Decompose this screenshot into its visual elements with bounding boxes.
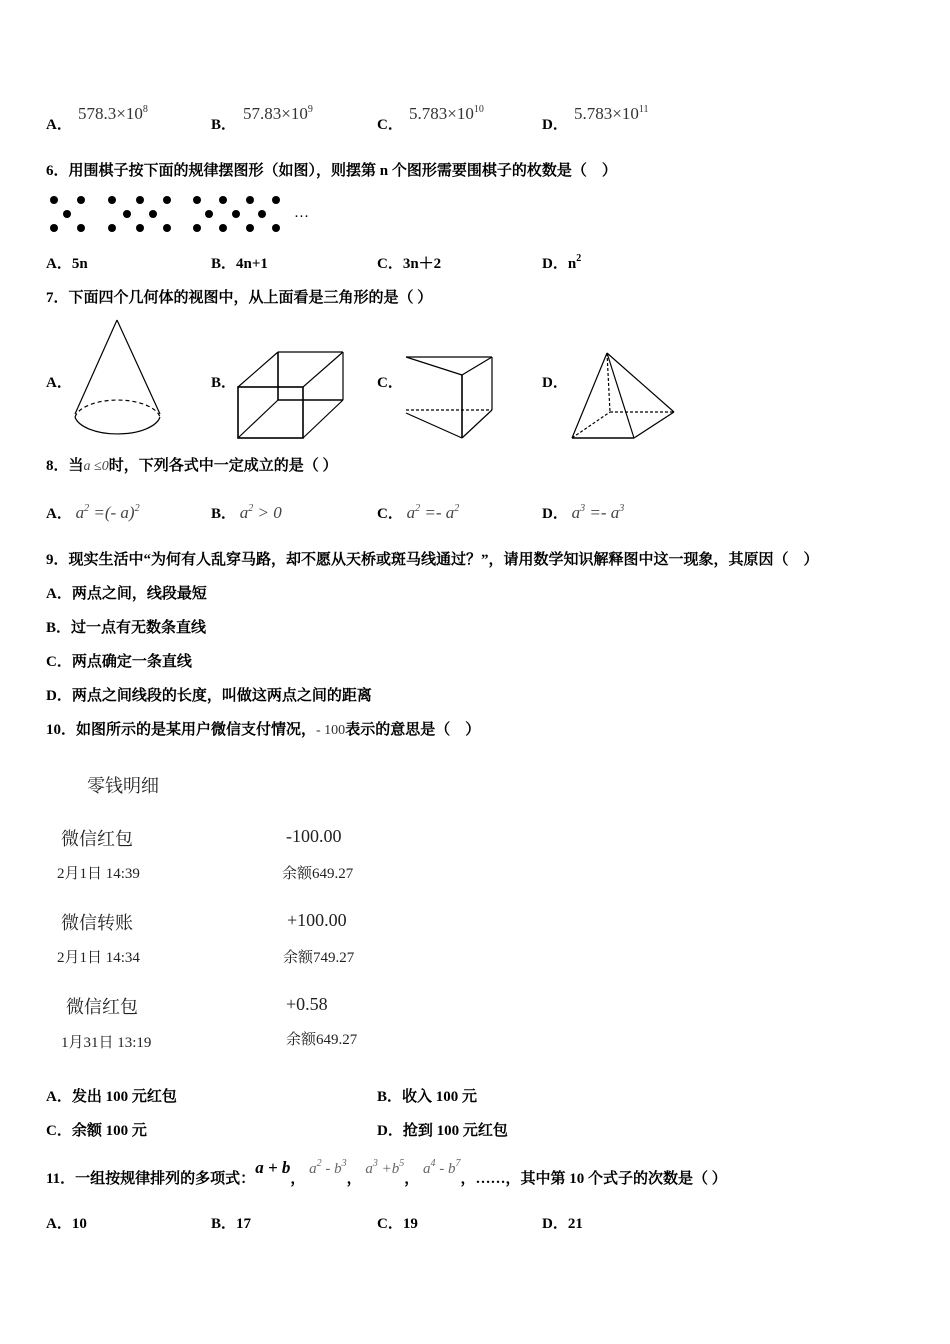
q11-term — [423, 1158, 461, 1177]
option-label: A． — [46, 506, 72, 522]
record-amount: +0.58 — [286, 994, 328, 1014]
q7-label-c: C． — [377, 375, 403, 391]
dot — [193, 196, 201, 204]
record-time: 1月31日 13:19 — [61, 1035, 152, 1051]
formula-exp: 10 — [473, 104, 484, 115]
q8-question — [46, 457, 337, 476]
q8-option-c — [377, 504, 459, 523]
option-label: C． — [377, 256, 403, 272]
option-label: D． — [542, 117, 568, 133]
q11-term — [365, 1158, 405, 1177]
q7-question: 7．下面四个几何体的视图中，从上面看是三角形的是（ ） — [46, 290, 433, 306]
record-amount: +100.00 — [287, 910, 347, 930]
record-name: 微信转账 — [61, 913, 133, 933]
dot — [219, 224, 227, 232]
formula-base: 578.3×10 — [78, 104, 143, 123]
q7-label-a: A． — [46, 375, 72, 391]
q6-question: 6．用围棋子按下面的规律摆图形（如图），则摆第 n 个图形需要围棋子的枚数是（ ） — [46, 163, 617, 179]
dot — [77, 196, 85, 204]
dot — [258, 210, 266, 218]
dot — [246, 196, 254, 204]
separator: ， — [290, 1171, 306, 1187]
option-label: A． — [46, 117, 72, 133]
record-balance: 余额749.27 — [283, 950, 355, 966]
dot — [108, 224, 116, 232]
q11-question — [46, 1158, 727, 1188]
q10-value: - 100 — [316, 723, 346, 738]
formula-exp: 8 — [142, 104, 148, 115]
dot — [136, 196, 144, 204]
dot — [50, 224, 58, 232]
option-label: A． — [46, 1216, 72, 1232]
exp: 4 — [430, 1158, 436, 1169]
q8-text-before: 8．当 — [46, 458, 84, 474]
term: =(- a) — [89, 503, 135, 522]
dot — [63, 210, 71, 218]
record-balance: 余额649.27 — [282, 866, 354, 882]
q10-question — [46, 721, 480, 740]
dot — [163, 224, 171, 232]
q11-term: a + b — [255, 1158, 291, 1177]
dot — [50, 196, 58, 204]
q8-condition: a ≤0 — [83, 459, 109, 474]
exp: 3 — [619, 503, 625, 514]
option-formula — [240, 503, 282, 522]
dot — [272, 196, 280, 204]
exp: 3 — [580, 503, 586, 514]
q11-option-c — [377, 1215, 418, 1233]
option-label: C． — [377, 1216, 403, 1232]
q10-option-c: C．余额 100 元 — [46, 1123, 147, 1139]
exp: 7 — [455, 1158, 461, 1169]
record-time: 2月1日 14:39 — [57, 866, 140, 882]
record-time: 2月1日 14:34 — [57, 950, 140, 966]
formula-base: 57.83×10 — [243, 104, 308, 123]
option-text: 19 — [402, 1216, 418, 1232]
exp: 2 — [248, 503, 254, 514]
q9-question: 9．现实生活中“为何有人乱穿马路，却不愿从天桥或斑马线通过？”，请用数学知识解释图中这一现象，其原因（ ） — [46, 552, 819, 568]
q7-label-b: B． — [211, 375, 237, 391]
q9-option-a: A．两点之间，线段最短 — [46, 586, 207, 602]
cube-figure — [238, 352, 343, 438]
term: =- a — [585, 503, 620, 522]
exp: 2 — [454, 503, 460, 514]
option-label: D． — [542, 506, 568, 522]
q6-ellipsis: … — [294, 205, 309, 221]
exp: 3 — [372, 1158, 378, 1169]
formula-exp: 9 — [307, 104, 313, 115]
q10-option-b: B．收入 100 元 — [377, 1089, 478, 1105]
exp: 5 — [399, 1158, 405, 1169]
term: a — [571, 503, 581, 522]
q11-term — [309, 1158, 347, 1177]
option-formula — [76, 503, 140, 522]
q6-dot-pattern — [50, 196, 280, 232]
option-label: D． — [542, 256, 568, 272]
option-text: 4n+1 — [236, 256, 268, 272]
dot — [163, 196, 171, 204]
term: a — [239, 503, 249, 522]
option-label: C． — [377, 506, 403, 522]
option-text: 5n — [71, 256, 88, 272]
dot — [205, 210, 213, 218]
term: a — [309, 1161, 317, 1177]
exp: 2 — [134, 503, 140, 514]
q11-text-after: ，……，其中第 10 个式子的次数是（ ） — [460, 1171, 727, 1187]
formula-base: 5.783×10 — [409, 104, 474, 123]
term: - b — [435, 1161, 456, 1177]
dot — [77, 224, 85, 232]
term: =- a — [420, 503, 455, 522]
option-text: n — [567, 256, 577, 272]
wechat-title: 零钱明细 — [87, 776, 159, 796]
q10-option-d: D．抢到 100 元红包 — [377, 1123, 508, 1139]
dot — [272, 224, 280, 232]
option-label: B． — [211, 117, 237, 133]
option-exp: 2 — [576, 253, 582, 264]
option-text: 21 — [567, 1216, 583, 1232]
q8-option-d — [542, 504, 624, 523]
q7-label-d: D． — [542, 375, 568, 391]
exp: 2 — [415, 503, 421, 514]
option-label: C． — [377, 117, 403, 133]
dot — [136, 224, 144, 232]
separator: ， — [346, 1171, 362, 1187]
q8-option-b — [211, 504, 282, 523]
exp: 2 — [84, 503, 90, 514]
option-formula — [572, 503, 625, 522]
option-label: B． — [211, 256, 237, 272]
record-amount: -100.00 — [286, 826, 342, 846]
dot — [108, 196, 116, 204]
q8-text-after: 时，下列各式中一定成立的是（ ） — [108, 458, 338, 474]
term: +b — [377, 1161, 400, 1177]
option-label: B． — [211, 506, 237, 522]
option-text: 10 — [71, 1216, 87, 1232]
option-label: D． — [542, 1216, 568, 1232]
q10-option-a: A．发出 100 元红包 — [46, 1089, 177, 1105]
option-label: A． — [46, 256, 72, 272]
dot — [232, 210, 240, 218]
q10-text-after: 表示的意思是（ ） — [345, 722, 481, 738]
record-balance: 余额649.27 — [286, 1032, 358, 1048]
term: a — [75, 503, 85, 522]
option-text: 3n＋2 — [402, 256, 442, 272]
q11-option-d — [542, 1215, 583, 1233]
q11-text-before: 11．一组按规律排列的多项式： — [46, 1171, 256, 1187]
option-label: B． — [211, 1216, 237, 1232]
separator: ， — [404, 1171, 420, 1187]
record-name: 微信红包 — [61, 829, 133, 849]
dot — [246, 224, 254, 232]
option-text: 17 — [236, 1216, 252, 1232]
pyramid-figure — [572, 353, 674, 438]
record-name: 微信红包 — [66, 997, 138, 1017]
term: a — [365, 1161, 373, 1177]
term: > 0 — [253, 503, 282, 522]
q9-option-b: B．过一点有无数条直线 — [46, 620, 207, 636]
q9-option-c: C．两点确定一条直线 — [46, 654, 192, 670]
term: - b — [321, 1161, 342, 1177]
q10-text-before: 10．如图所示的是某用户微信支付情况， — [46, 722, 317, 738]
formula-exp: 11 — [638, 104, 649, 115]
q11-option-a — [46, 1215, 87, 1233]
q9-option-d: D．两点之间线段的长度，叫做这两点之间的距离 — [46, 688, 372, 704]
exp: 2 — [316, 1158, 322, 1169]
cone-figure — [75, 320, 160, 434]
dot — [193, 224, 201, 232]
dot — [219, 196, 227, 204]
exp: 3 — [341, 1158, 347, 1169]
dot — [149, 210, 157, 218]
term: a — [406, 503, 416, 522]
prism-figure — [406, 357, 492, 438]
term: a — [423, 1161, 431, 1177]
option-formula — [407, 503, 460, 522]
formula-base: 5.783×10 — [574, 104, 639, 123]
q11-option-b — [211, 1215, 251, 1233]
q8-option-a — [46, 504, 140, 523]
dot — [123, 210, 131, 218]
